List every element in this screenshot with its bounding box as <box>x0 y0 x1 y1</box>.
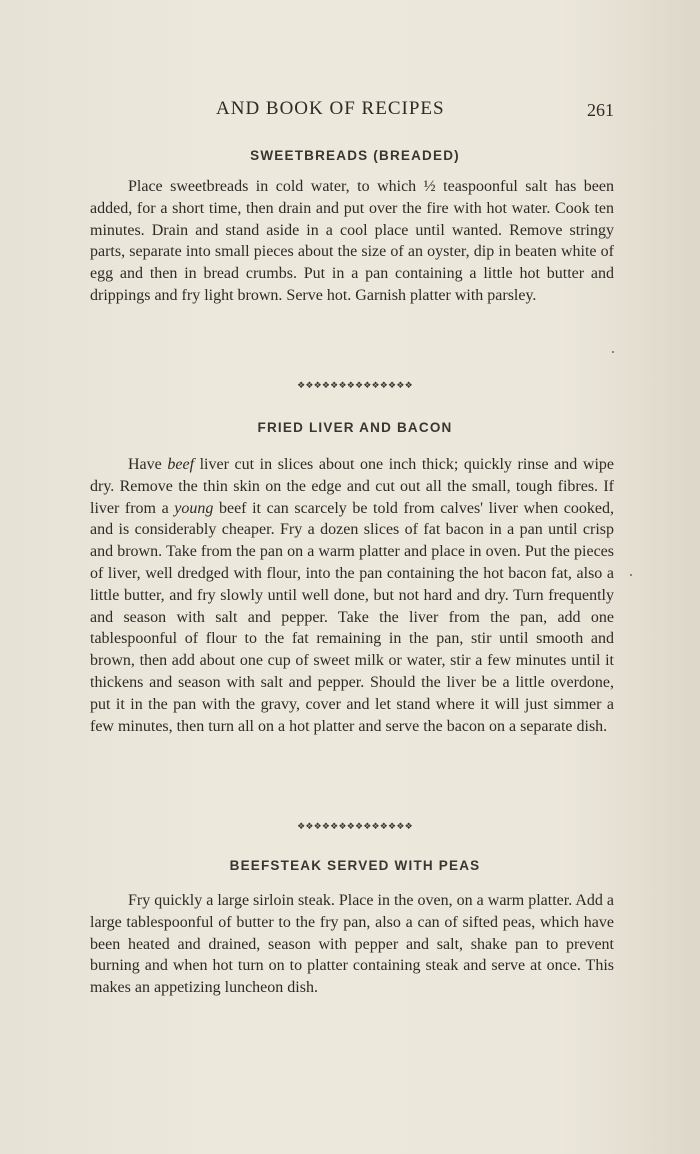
recipe-title-beefsteak: BEEFSTEAK SERVED WITH PEAS <box>229 858 481 873</box>
recipe-title-sweetbreads: SWEETBREADS (BREADED) <box>250 148 460 163</box>
italic-text: beef <box>167 456 195 473</box>
page-number: 261 <box>587 100 614 120</box>
text-run: Have <box>128 456 168 473</box>
recipe-paragraph: Place sweetbreads in cold water, to which ½ teaspoonful salt has been added, for a short time, then drain and put over the fire with hot water. Cook ten minutes. Drain and stand aside in a cool place until wanted. Remove stringy parts, separate into small pieces about the size of an oyster, dip in beaten white of egg and then in bread crumbs. Put in a pan containing a little hot butter and drippings and fry light brown. Serve hot. Garnish platter with parsley. <box>90 178 614 304</box>
italic-text: young <box>174 499 214 517</box>
recipe-title-fried-liver: FRIED LIVER AND BACON <box>257 420 453 435</box>
running-title: AND BOOK OF RECIPES <box>216 98 445 119</box>
ornament-divider: ❖❖❖❖❖❖❖❖❖❖❖❖❖❖ <box>297 381 413 391</box>
recipe-body-beefsteak <box>90 890 614 999</box>
recipe-body-fried-liver <box>90 454 614 737</box>
recipe-paragraph: Fry quickly a large sirloin steak. Place in the oven, on a warm platter. Add a large tablespoonful of butter to the fry pan, also a can of sifted peas, which have been heated and drained, season with pepper and salt, shake pan to prevent burning and when hot turn on to platter containing steak and serve at once. This makes an appetizing luncheon dish. <box>90 892 614 997</box>
recipe-body-sweetbreads <box>90 176 614 307</box>
paper-speck <box>630 574 632 576</box>
text-run: liver cut in slices about one inch thick; quickly rinse and wipe dry. Remove the thin skin on the edge and cut out all the small, tough fibres. If liver from a <box>90 456 614 517</box>
recipe-paragraph <box>90 454 614 737</box>
paper-speck <box>612 351 614 353</box>
text-run: beef it can scarcely be told from calves' liver when cooked, and is considerably cheaper. Fry a dozen slices of fat bacon in a pan until crisp and brown. Take from the pan on a warm platter and place in oven. Put the pieces of liver, well dredged with flour, into the pan containing the hot bacon fat, also a little butter, and fry slowly until well done, but not hard and dry. Turn frequently and season with salt and pepper. Take the liver from the pan, add one tablespoonful of flour to the fat remaining in the pan, stir until smooth and brown, then add about one cup of sweet milk or water, stir a few minutes until it thickens and season with salt and pepper. Should the liver be a little overdone, put it in the pan with the gravy, cover and let stand where it will just simmer a few minutes, then turn all on a hot platter and serve the bacon on a separate dish. <box>90 499 614 735</box>
ornament-divider: ❖❖❖❖❖❖❖❖❖❖❖❖❖❖ <box>297 822 413 832</box>
